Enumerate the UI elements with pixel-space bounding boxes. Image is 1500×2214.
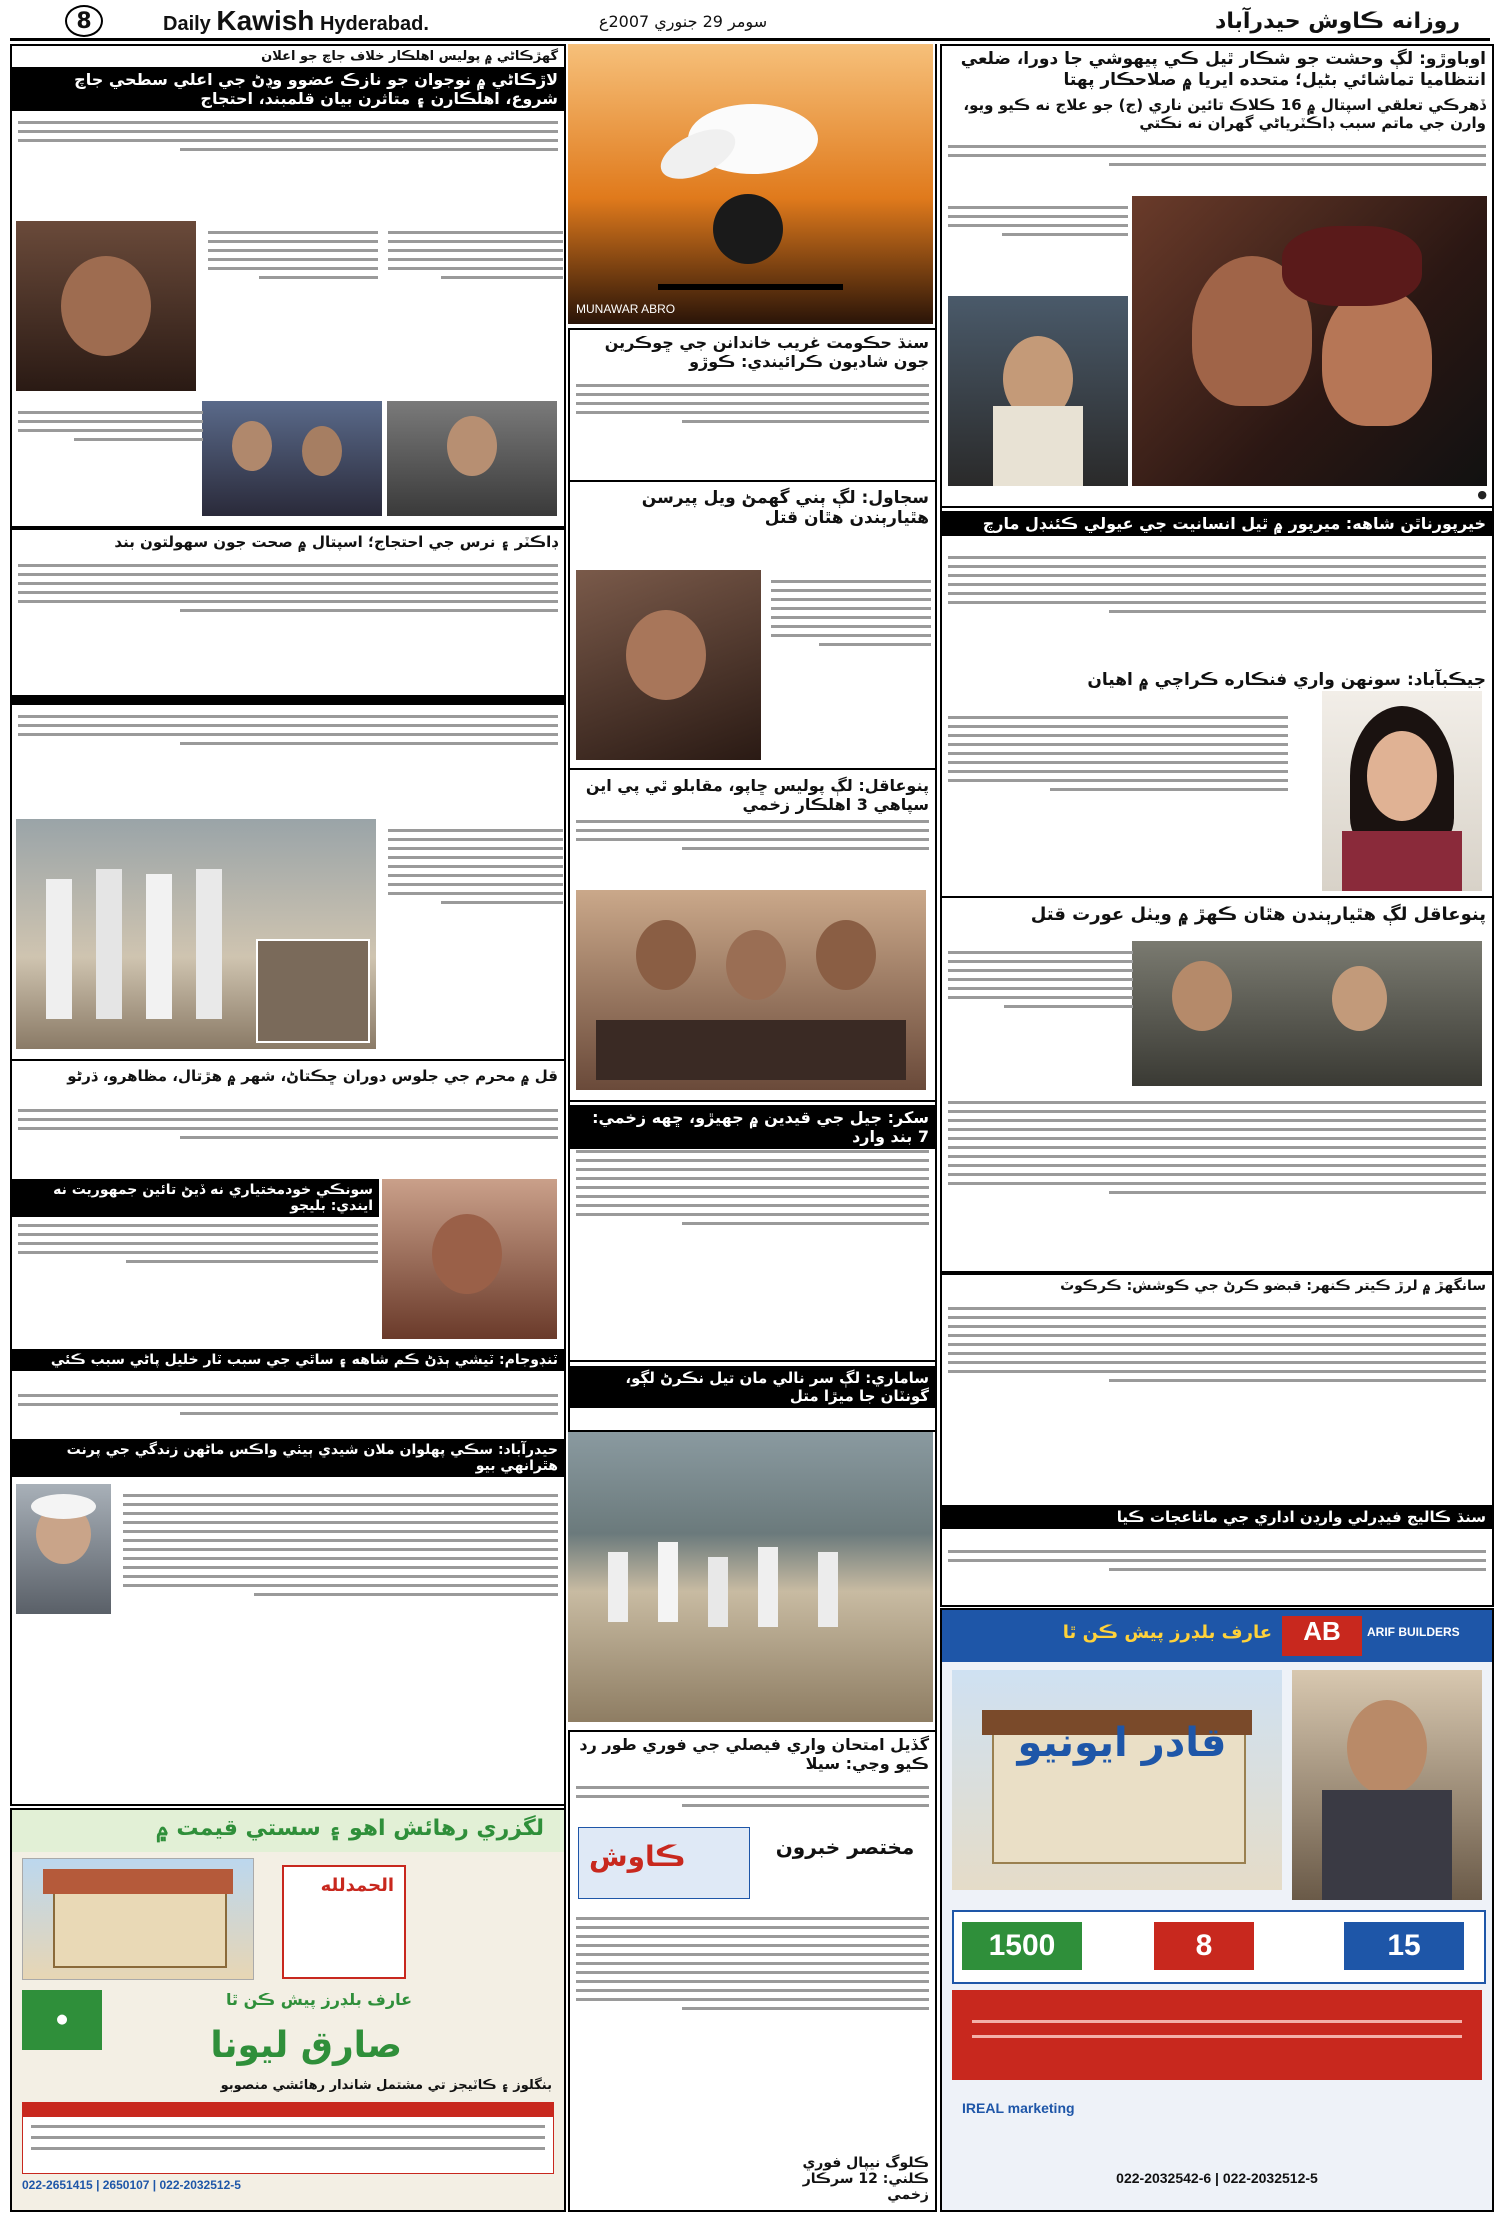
left-low3-body xyxy=(12,1384,564,1425)
left-advertisement xyxy=(10,1808,566,2212)
masthead-prefix: Daily xyxy=(163,13,211,35)
right-mid-headline: خيرپورناٿن شاهه: ميرپور ۾ ٿيل انسانيت جي عيولي ڪئنڊل مارچ xyxy=(942,511,1492,536)
left-ad-house-illustration xyxy=(22,1858,254,1980)
right-mid-box-body xyxy=(942,706,1294,801)
protest-crowd-photo xyxy=(16,819,376,1049)
top-right-body xyxy=(942,135,1492,176)
mini-logo: ڪاوش xyxy=(589,1840,686,1873)
left-low2-headline: سونڪي خودمختياري نه ڏيڻ تائين جمهوريت نه ايندي: بليجو xyxy=(12,1179,379,1217)
masthead-name-en xyxy=(163,5,429,37)
right-low-body xyxy=(942,1540,1492,1581)
right-ad-price1: 1500 xyxy=(962,1922,1082,1970)
masthead-date: سومر 29 جنوري 2007ع xyxy=(598,11,768,31)
right-ad-price3: 15 xyxy=(1344,1922,1464,1970)
left-mid-headline: ڊاڪٽر ۽ نرس جي احتجاج؛ اسپتال ۾ صحت جون سهولتون بند xyxy=(114,533,558,551)
center-top-headline: سنڌ حڪومت غريب خاندانن جي ڇوڪرين جون شاديون ڪرائيندي: ڪوڙو xyxy=(604,333,929,371)
right-mid2-headline: پنوعاقل لڳ هٿيارٻندن هٿان ڪهڙ ۾ ويٺل عورت قتل xyxy=(1030,904,1486,925)
center-low-headline: سکر: جيل جي قيدين ۾ جهيڙو، ڇهه زخمي: 7 بند وارد xyxy=(570,1105,935,1149)
top-left-story-box xyxy=(10,44,566,528)
left-mid-body xyxy=(12,554,564,622)
brief-news-body xyxy=(570,1907,935,2020)
top-right-body-col xyxy=(942,196,1134,246)
center-story-box xyxy=(568,328,937,1432)
injured-man-photo xyxy=(576,570,761,760)
top-left-body-col2 xyxy=(202,221,384,289)
right-ad-brand-name: ARIF BUILDERS xyxy=(1367,1625,1460,1639)
left-low3-headline: ٽنڊوجام: ٽيشي ٻڌڻ ڪم شاهه ۽ ساٿي جي سبب ٽار خليل پاڻي سبب ڪئي xyxy=(12,1349,564,1371)
center-bottom-body xyxy=(570,1776,935,1817)
left-mid-box xyxy=(10,528,566,697)
masthead-city: Hyderabad. xyxy=(319,13,429,35)
right-ad-project: قادر ايونيو xyxy=(1017,1720,1227,1766)
center-top-body xyxy=(570,374,935,433)
photo-credit: MUNAWAR ABRO xyxy=(576,302,676,316)
left-low-headline: قل ۾ محرم جي جلوس دوران ڇڪتاڻ، شهر ۾ هڙتال، مظاهرو، ڌرڻو xyxy=(67,1067,558,1085)
left-ad-blessing: الحمدلله xyxy=(320,1875,394,1896)
center-low-body xyxy=(570,1140,935,1235)
official-portrait-photo xyxy=(387,401,557,516)
top-left-sub: گهڙڪاڻي ۾ پوليس اهلڪار خلاف جاچ جو اعلان xyxy=(261,49,558,64)
crying-women-photo xyxy=(1132,196,1487,486)
center-mid2-body xyxy=(570,810,935,860)
right-mid-body xyxy=(942,546,1492,623)
center-mid2-headline: پنوعاقل: لڳ پوليس ڇاپو، مقابلو ٿي پي اين سپاهي 3 اهلڪار زخمي xyxy=(585,776,929,814)
elderly-man-photo xyxy=(948,296,1128,486)
masthead-title: Kawish xyxy=(216,5,315,36)
left-ad-phones: 022-2651415 | 2650107 | 022-2032512-5 xyxy=(22,2178,241,2192)
top-left-body xyxy=(12,111,564,161)
center-low2-headline: ساماري: لڳ سر نالي مان تيل نڪرڻ لڳو، گونٽان جا ميڙا متل xyxy=(570,1366,935,1408)
right-low-headline: سنڌ ڪاليج فيڊرلي وارڊن اداري جي ماتاعجات ڪيا xyxy=(942,1505,1492,1529)
left-low-body xyxy=(12,1099,564,1149)
left-ad-badge: ● xyxy=(22,1990,102,2050)
victim-photo xyxy=(1132,941,1482,1086)
left-ad-tagline: بنگلوز ۽ ڪاٽيجز تي مشتمل شاندار رهائشي منصوبو xyxy=(220,2078,552,2093)
right-lower-body xyxy=(942,1091,1492,1204)
right-ad-phones: 022-2032542-6 | 022-2032512-5 xyxy=(1116,2170,1318,2186)
right-ad-title: عارف بلڊرز پيش ڪن ٿا xyxy=(1062,1622,1272,1643)
top-right-headline2: ڏهرڪي تعلقي اسپتال ۾ 16 ڪلاڪ تائين ناري (ج) جو علاج نه ڪيو ويو، وارن جي ماتم سبب ڊاڪٽرياڻي گهران نه نڪتي xyxy=(963,96,1486,132)
left-ad-title: لگزري رهائش اهو ۽ سستي قيمت ۾ xyxy=(155,1816,544,1841)
left-mid2-body xyxy=(12,705,564,755)
left-low2-body xyxy=(12,1214,384,1273)
top-right-headline: اوباوڙو: لڳ وحشت جو شڪار ٿيل ڪي پيهوشي جا دورا، ضلعي انتظاميا تماشائي بڻيل؛ متحده ايريا ۾ صلاحڪار پهتا xyxy=(960,49,1486,90)
right-ad-brand: AB xyxy=(1282,1616,1362,1656)
left-ad-blessing-box xyxy=(282,1865,406,1979)
right-ad-price2: 8 xyxy=(1154,1922,1254,1970)
right-mid2-body xyxy=(942,941,1139,1018)
right-advertisement xyxy=(940,1608,1494,2212)
left-mid2-body-col xyxy=(382,819,566,914)
oil-spill-crowd-photo xyxy=(568,1432,933,1722)
peace-dove-illustration xyxy=(568,44,933,324)
right-ad-price-strip xyxy=(952,1910,1486,1984)
left-main-box xyxy=(10,697,566,1806)
center-mid-body xyxy=(765,570,937,656)
elder-portrait-photo xyxy=(16,1484,111,1614)
top-right-story-box xyxy=(940,44,1494,1273)
center-bottom-box xyxy=(568,1730,937,2212)
right-ad-person-photo xyxy=(1292,1670,1482,1900)
left-ad-builder: عارف بلڊرز پيش ڪن ٿا xyxy=(226,1990,412,2009)
injured-youth-photo xyxy=(16,221,196,391)
right-lower-box xyxy=(940,1273,1494,1607)
left-low4-body xyxy=(117,1484,564,1606)
page-number: 8 xyxy=(65,5,103,37)
brief-news-title: مختصر خبرون xyxy=(775,1835,915,1859)
left-low4-headline: حيدرآباد: سڪي پهلوان ملان شيدي ٻيٺي واڪس ماڻهن زندگي جي پرنت هٿرانهي بيو xyxy=(12,1439,564,1477)
officials-photo xyxy=(202,401,382,516)
singer-portrait-photo xyxy=(1322,691,1482,891)
right-low2-body xyxy=(942,1297,1492,1392)
hospital-group-photo xyxy=(576,890,926,1090)
top-left-body-low xyxy=(12,401,209,451)
top-left-headline: لاڙڪاڻي ۾ نوجوان جو نازڪ عضوو وڍڻ جي اعلي سطحي جاچ شروع، اهلڪارن ۽ متاثرن بيان قلمبند، احتجاج xyxy=(12,67,564,111)
center-bottom-headline: گڏيل امتحان واري فيصلي جي فوري طور رد ڪيو وڃي: سيلا xyxy=(579,1735,929,1773)
center-bottom2-headline: ڪلوگ نيپال فوري ڪلني: 12 سرڪار زخمي xyxy=(802,2155,929,2203)
right-ad-house-illustration xyxy=(952,1670,1282,1890)
mini-logo-box xyxy=(578,1827,750,1899)
bandaged-man-photo xyxy=(382,1179,557,1339)
left-ad-project: صارق ليونا xyxy=(210,2025,402,2066)
top-left-body-col3 xyxy=(382,221,566,289)
right-low2-headline: سانگهڙ ۾ لرڙ ڪيتر ڪنهر: قبضو ڪرڻ جي ڪوشش: ڪرڪوٽ xyxy=(1060,1278,1486,1294)
masthead xyxy=(10,4,1490,41)
masthead-name-ur: روزانه ڪاوش حيدرآباد xyxy=(1215,8,1460,34)
left-ad-price-table xyxy=(22,2102,554,2174)
right-ad-marketing: IREAL marketing xyxy=(962,2100,1075,2116)
right-mid-box-headline: جيڪبآباد: سونهن واري فنڪاره ڪراچي ۾ اهيان xyxy=(1087,670,1486,690)
center-mid-headline: سجاول: لڳ ٻني گهمڻ ويل پيرسن هٿيارٻندن هٿان قتل xyxy=(641,488,929,528)
top-right-caption: ● xyxy=(1477,488,1487,501)
right-ad-offer-banner xyxy=(952,1990,1482,2080)
